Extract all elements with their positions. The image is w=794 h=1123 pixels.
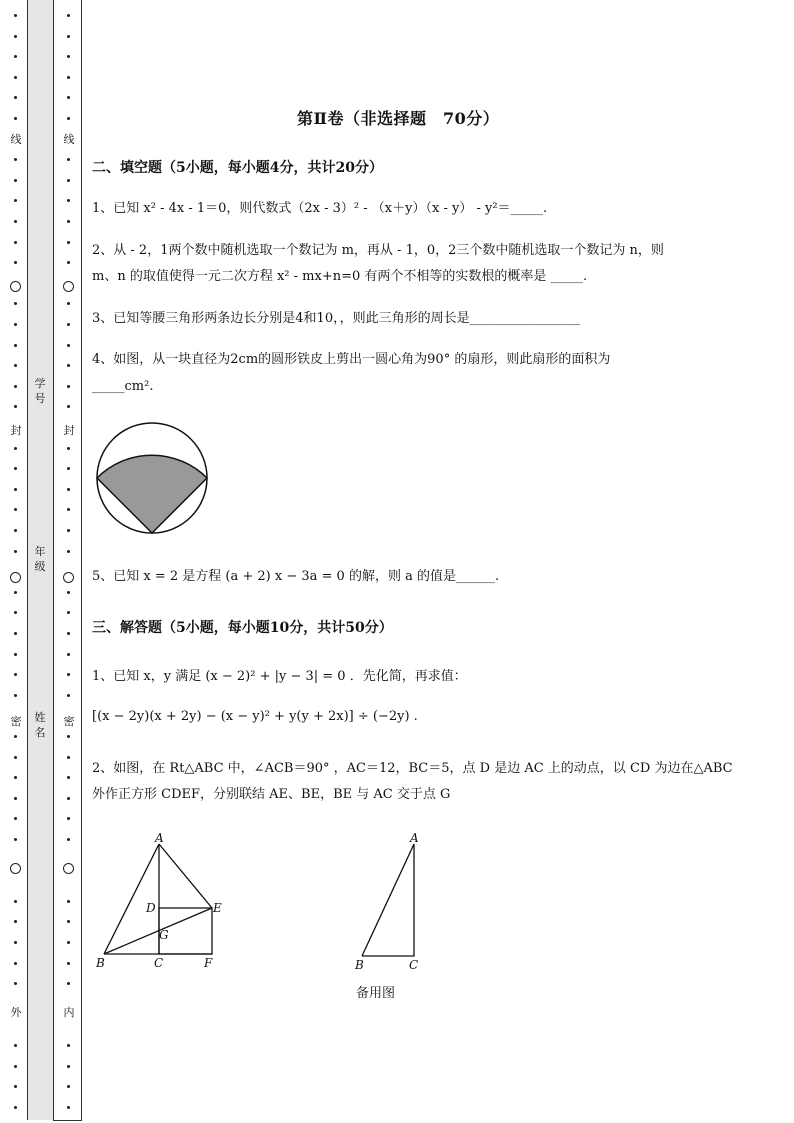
right-seal-dot: [67, 76, 70, 79]
segment-ae: [159, 844, 212, 908]
right-seal-dot: [67, 611, 70, 614]
segment-be: [104, 908, 212, 954]
left-seal-dot: [14, 1044, 17, 1047]
left-seal-dot: [14, 55, 17, 58]
spare-label-a: A: [410, 832, 419, 845]
sector-in-circle-figure: [94, 420, 210, 540]
right-seal-char: 密: [60, 715, 78, 729]
left-seal-dot: [14, 447, 17, 450]
left-seal-dot: [14, 117, 17, 120]
left-seal-dot: [14, 405, 17, 408]
right-seal-dot: [67, 632, 70, 635]
right-seal-dot: [67, 776, 70, 779]
left-seal-dot: [14, 550, 17, 553]
right-seal-dot: [67, 488, 70, 491]
right-seal-dot: [67, 838, 70, 841]
right-dotted-seal-line: [63, 0, 75, 1123]
right-seal-dot: [67, 385, 70, 388]
right-seal-dot: [67, 55, 70, 58]
left-seal-dot: [14, 302, 17, 305]
left-seal-dot: [14, 735, 17, 738]
left-seal-dot: [14, 797, 17, 800]
solve-question-2-line-2: 外作正方形 CDEF，分别联结 AE、BE，BE 与 AC 交于点 G: [92, 787, 451, 802]
left-seal-circle-mark: [10, 863, 21, 874]
right-seal-dot: [67, 920, 70, 923]
left-seal-dot: [14, 632, 17, 635]
spare-label-b: B: [355, 958, 364, 972]
right-seal-dot: [67, 158, 70, 161]
right-seal-dot: [67, 591, 70, 594]
right-seal-dot: [67, 1044, 70, 1047]
left-seal-dot: [14, 158, 17, 161]
left-seal-dot: [14, 76, 17, 79]
left-seal-char: 封: [7, 424, 25, 438]
spare-figure-caption: 备用图: [356, 986, 396, 1001]
right-seal-char: 封: [60, 424, 78, 438]
fill-question-2-line-1: 2、从 - 2，1两个数中随机选取一个数记为 m，再从 - 1，0，2三个数中随机选取一个数记为 n，则: [92, 243, 664, 258]
left-seal-dot: [14, 1106, 17, 1109]
right-seal-dot: [67, 199, 70, 202]
right-seal-dot: [67, 117, 70, 120]
label-f: F: [204, 956, 213, 970]
left-seal-circle-mark: [10, 572, 21, 583]
left-seal-dot: [14, 653, 17, 656]
left-seal-dot: [14, 756, 17, 759]
left-seal-dot: [14, 364, 17, 367]
right-seal-dot: [67, 900, 70, 903]
spare-triangle-figure: [350, 832, 430, 974]
left-seal-circle-mark: [10, 281, 21, 292]
right-seal-dot: [67, 323, 70, 326]
left-seal-char: 密: [7, 715, 25, 729]
right-seal-dot: [67, 96, 70, 99]
left-seal-dot: [14, 241, 17, 244]
right-seal-dot: [67, 797, 70, 800]
section-fill-in-heading: 二、填空题（5小题，每小题4分，共计20分）: [92, 160, 383, 176]
left-seal-dot: [14, 1085, 17, 1088]
right-seal-dot: [67, 1085, 70, 1088]
left-seal-dot: [14, 220, 17, 223]
left-seal-dot: [14, 591, 17, 594]
left-seal-dot: [14, 529, 17, 532]
segment-ab: [104, 844, 159, 954]
right-seal-dot: [67, 467, 70, 470]
binding-margin: [0, 0, 82, 1123]
grade-label: 年级: [34, 545, 46, 573]
left-seal-dot: [14, 817, 17, 820]
left-seal-dot: [14, 344, 17, 347]
left-dotted-seal-line: [10, 0, 22, 1123]
right-seal-dot: [67, 447, 70, 450]
right-seal-char: 内: [60, 1006, 78, 1020]
left-seal-dot: [14, 941, 17, 944]
left-seal-dot: [14, 694, 17, 697]
right-seal-circle-mark: [63, 863, 74, 874]
right-seal-dot: [67, 302, 70, 305]
left-seal-dot: [14, 488, 17, 491]
left-seal-dot: [14, 508, 17, 511]
label-d: D: [146, 901, 156, 915]
right-seal-dot: [67, 529, 70, 532]
right-seal-dot: [67, 550, 70, 553]
triangle-abc: [362, 844, 414, 956]
left-seal-dot: [14, 776, 17, 779]
left-seal-dot: [14, 1065, 17, 1068]
right-seal-dot: [67, 1106, 70, 1109]
right-seal-dot: [67, 653, 70, 656]
right-seal-dot: [67, 220, 70, 223]
right-seal-char: 线: [60, 133, 78, 147]
right-seal-dot: [67, 1065, 70, 1068]
right-seal-dot: [67, 941, 70, 944]
left-seal-dot: [14, 962, 17, 965]
left-seal-dot: [14, 199, 17, 202]
label-e: E: [213, 901, 222, 915]
left-seal-dot: [14, 611, 17, 614]
left-seal-dot: [14, 35, 17, 38]
right-seal-dot: [67, 364, 70, 367]
right-seal-dot: [67, 405, 70, 408]
right-seal-dot: [67, 982, 70, 985]
fill-question-5: 5、已知 x = 2 是方程 (a + 2) x − 3a = 0 的解，则 a 的值是______.: [92, 569, 500, 584]
right-seal-circle-mark: [63, 572, 74, 583]
right-seal-dot: [67, 14, 70, 17]
right-seal-dot: [67, 673, 70, 676]
right-seal-dot: [67, 508, 70, 511]
right-seal-dot: [67, 817, 70, 820]
left-seal-dot: [14, 467, 17, 470]
left-seal-dot: [14, 96, 17, 99]
left-seal-dot: [14, 838, 17, 841]
paper-title: 第Ⅱ卷（非选择题 70分）: [297, 109, 500, 128]
label-c: C: [154, 956, 164, 970]
right-seal-dot: [67, 756, 70, 759]
fill-question-4-line-1: 4、如图，从一块直径为2cm的圆形铁皮上剪出一圆心角为90° 的扇形，则此扇形的面积为: [92, 352, 611, 367]
left-seal-char: 外: [7, 1006, 25, 1020]
fill-question-4-line-2: _____cm².: [92, 379, 154, 394]
triangle-square-figure: [92, 832, 232, 974]
left-seal-dot: [14, 323, 17, 326]
fill-question-3: 3、已知等腰三角形两条边长分别是4和10，，则此三角形的周长是_________________: [92, 311, 581, 326]
right-seal-dot: [67, 261, 70, 264]
left-seal-dot: [14, 179, 17, 182]
label-g: G: [159, 928, 169, 942]
fill-question-1: 1、已知 x² - 4x - 1＝0，则代数式（2x - 3）² - （x＋y）（x - y） - y²＝_____.: [92, 201, 548, 216]
right-seal-dot: [67, 344, 70, 347]
left-seal-char: 线: [7, 133, 25, 147]
left-seal-dot: [14, 900, 17, 903]
left-seal-dot: [14, 261, 17, 264]
spare-label-c: C: [409, 958, 419, 972]
name-label: 姓名: [34, 711, 46, 739]
solve-question-2-line-1: 2、如图，在 Rt△ABC 中，∠ACB＝90° ，AC＝12，BC＝5，点 D 是边 AC 上的动点，以 CD 为边在△ABC: [92, 761, 733, 776]
solve-question-1-line-1: 1、已知 x，y 满足 (x − 2)² + |y − 3| = 0 ．先化简，再求值：: [92, 669, 467, 684]
label-a: A: [155, 832, 164, 845]
left-seal-dot: [14, 385, 17, 388]
fill-question-2-line-2: m、n 的取值使得一元二次方程 x² - mx+n=0 有两个不相等的实数根的概率是 _____.: [92, 269, 588, 284]
right-seal-dot: [67, 735, 70, 738]
left-seal-dot: [14, 982, 17, 985]
sector-shape: [97, 455, 207, 533]
right-seal-dot: [67, 35, 70, 38]
right-seal-dot: [67, 179, 70, 182]
left-seal-dot: [14, 920, 17, 923]
right-seal-dot: [67, 241, 70, 244]
solve-question-1-expression: [(x − 2y)(x + 2y) − (x − y)² + y(y + 2x)] ÷ (−2y) .: [92, 709, 418, 724]
label-b: B: [96, 956, 105, 970]
student-id-label: 学号: [34, 377, 46, 405]
section-solution-heading: 三、解答题（5小题，每小题10分，共计50分）: [92, 620, 393, 636]
left-seal-dot: [14, 14, 17, 17]
right-seal-dot: [67, 694, 70, 697]
right-seal-circle-mark: [63, 281, 74, 292]
left-seal-dot: [14, 673, 17, 676]
right-seal-dot: [67, 962, 70, 965]
